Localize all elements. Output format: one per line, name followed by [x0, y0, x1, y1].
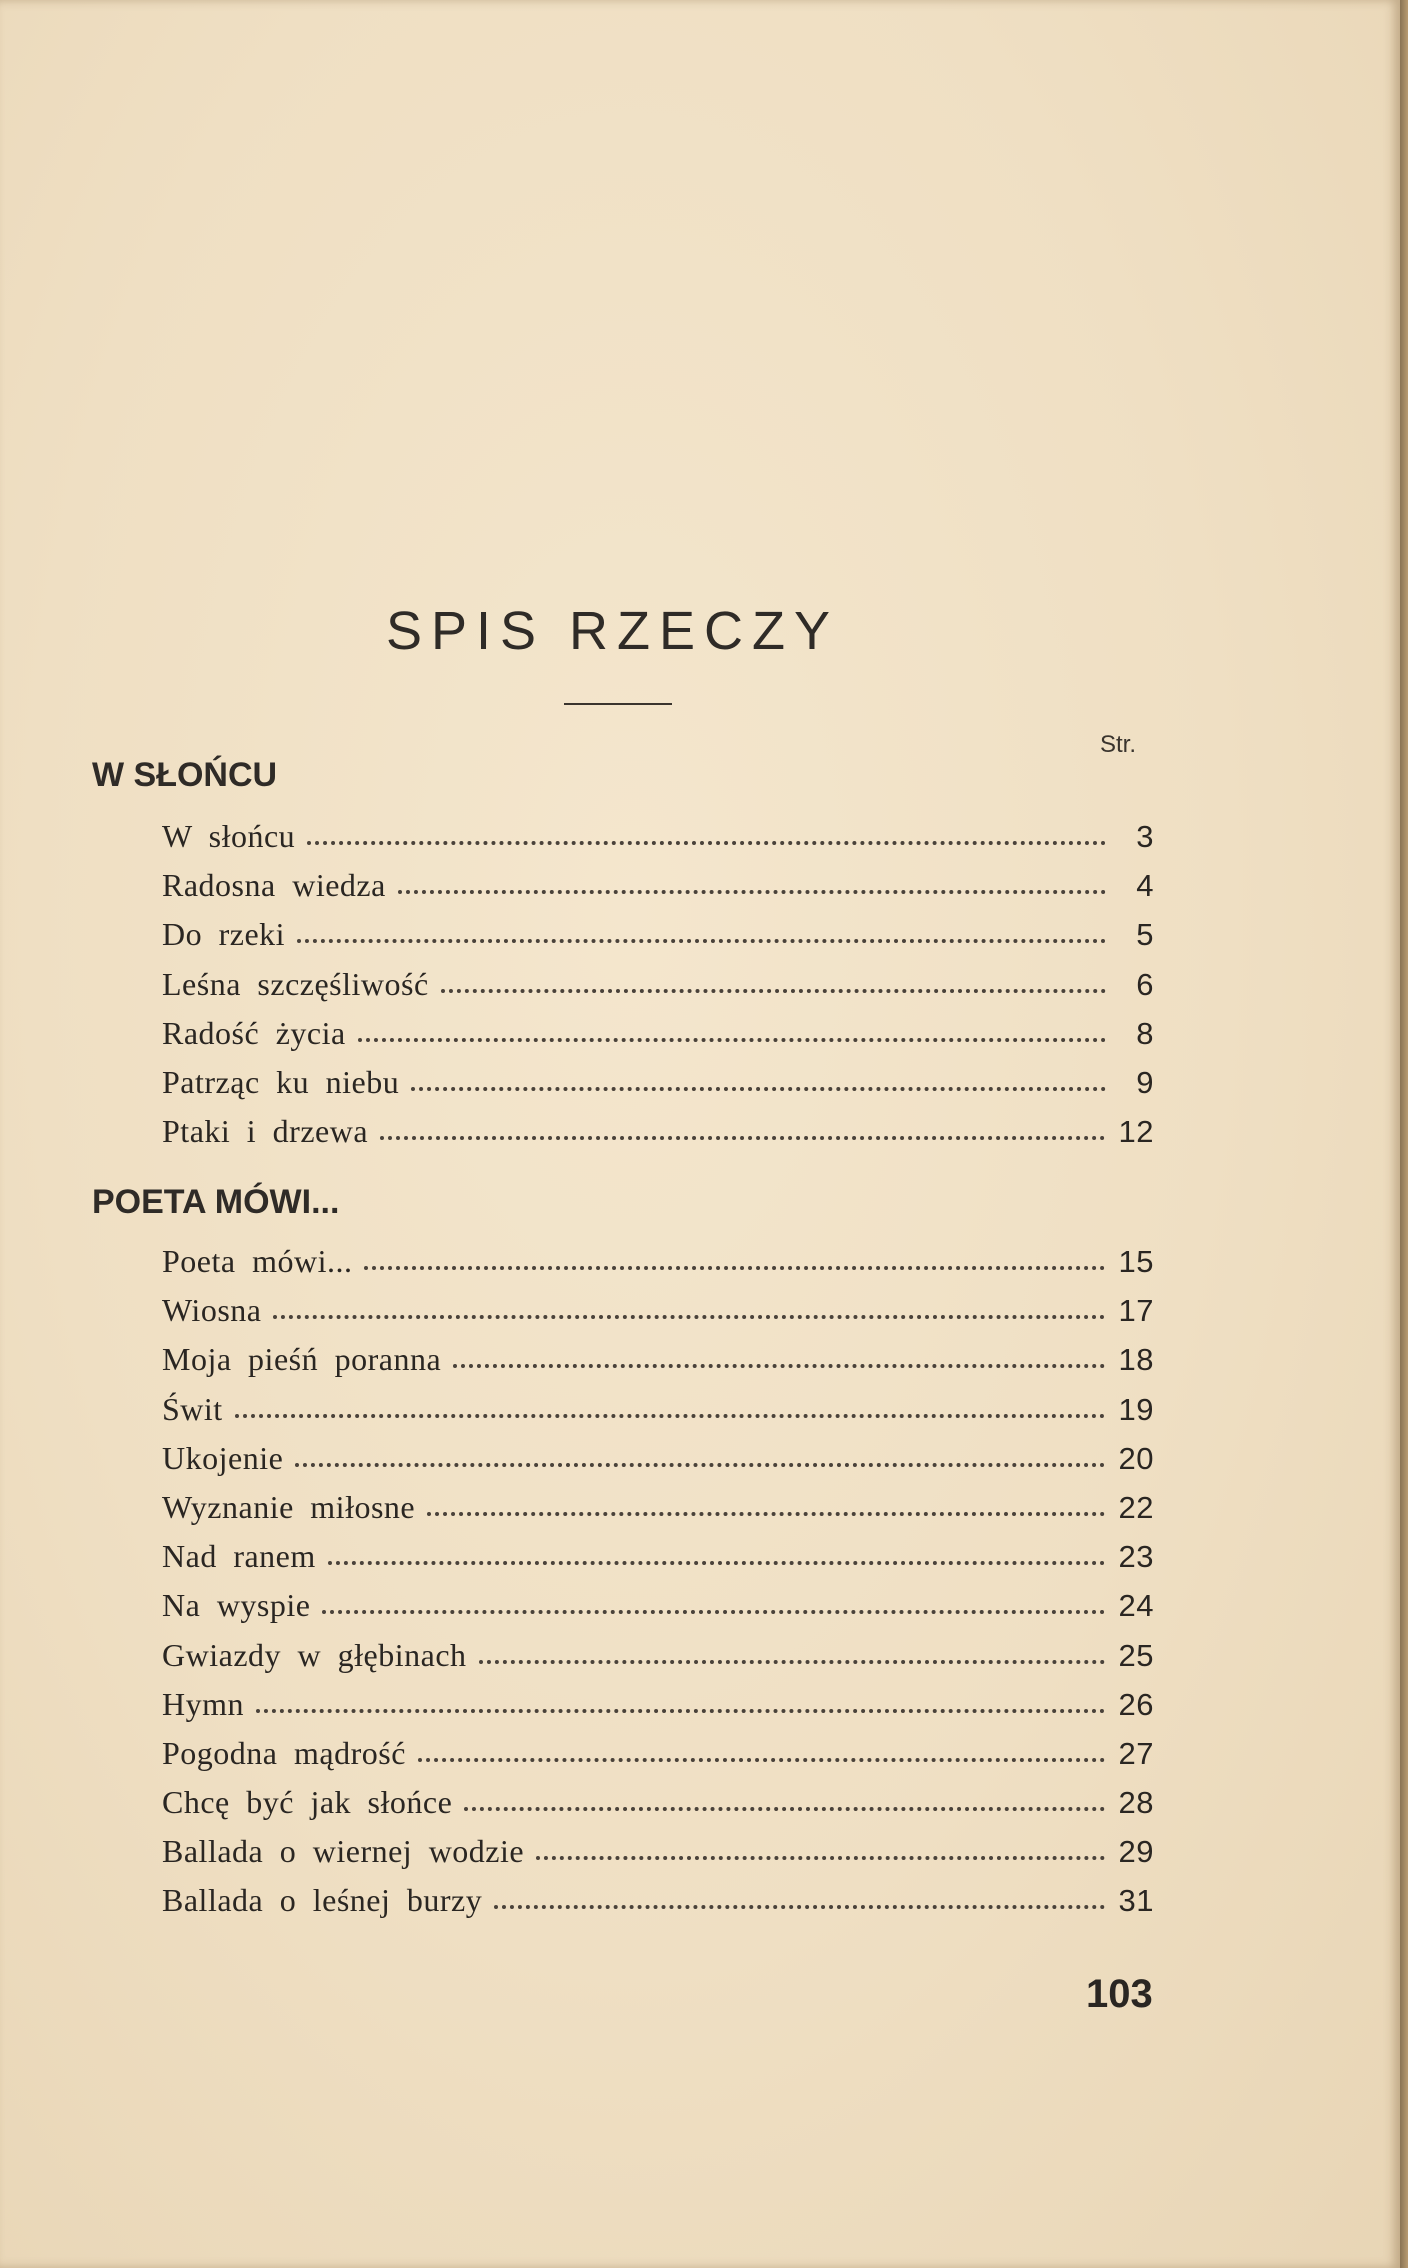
entry-page-number: 17 [1118, 1293, 1154, 1329]
entry-title: Świt [162, 1390, 223, 1427]
entry-title: W słońcu [162, 818, 296, 854]
toc-list-w-sloncu [162, 818, 1154, 1162]
entry-page-number: 24 [1118, 1588, 1154, 1624]
dot-leader [398, 886, 1106, 894]
entry-title: Ballada o wiernej wodzie [162, 1833, 525, 1870]
toc-entry[interactable] [162, 1833, 1154, 1882]
entry-page-number: 4 [1136, 868, 1154, 904]
entry-page-number: 29 [1118, 1834, 1154, 1870]
toc-entry[interactable] [162, 1292, 1154, 1341]
dot-leader [328, 1557, 1105, 1565]
dot-leader [380, 1132, 1104, 1140]
toc-entry[interactable] [162, 1341, 1154, 1390]
toc-entry[interactable] [162, 966, 1154, 1015]
entry-page-number: 9 [1136, 1064, 1154, 1100]
entry-page-number: 8 [1136, 1015, 1154, 1051]
dot-leader [322, 1606, 1104, 1614]
entry-page-number: 31 [1118, 1883, 1154, 1919]
dot-leader [441, 985, 1106, 993]
toc-entry[interactable] [162, 1637, 1154, 1686]
entry-title: Wiosna [162, 1292, 262, 1329]
toc-entry[interactable] [162, 1489, 1154, 1538]
dot-leader [273, 1311, 1104, 1319]
title-divider [564, 703, 672, 705]
toc-entry[interactable] [162, 1064, 1154, 1113]
dot-leader [307, 837, 1106, 845]
entry-page-number: 15 [1118, 1244, 1154, 1279]
entry-title: Do rzeki [162, 916, 286, 953]
dot-leader [256, 1705, 1105, 1713]
page-column-label: Str. [1100, 731, 1137, 758]
dot-leader [479, 1656, 1105, 1664]
dot-leader [411, 1083, 1106, 1091]
entry-page-number: 22 [1118, 1489, 1154, 1525]
dot-leader [235, 1410, 1105, 1418]
entry-title: Poeta mówi... [162, 1243, 353, 1279]
toc-entry[interactable] [162, 916, 1154, 965]
toc-entry[interactable] [162, 818, 1154, 867]
entry-page-number: 6 [1136, 966, 1154, 1002]
dot-leader [453, 1360, 1104, 1368]
entry-title: Leśna szczęśliwość [162, 965, 429, 1002]
dot-leader [464, 1803, 1104, 1811]
toc-entry[interactable] [162, 1243, 1154, 1292]
dot-leader [297, 935, 1106, 943]
entry-title: Ptaki i drzewa [162, 1113, 369, 1150]
dot-leader [358, 1034, 1106, 1042]
entry-title: Gwiazdy w głębinach [162, 1636, 467, 1673]
toc-entry[interactable] [162, 867, 1154, 916]
section-heading-w-sloncu: W SŁOŃCU [92, 756, 278, 794]
toc-entry[interactable] [162, 1113, 1154, 1162]
entry-page-number: 26 [1118, 1686, 1154, 1722]
toc-entry[interactable] [162, 1538, 1154, 1587]
entry-title: Hymn [162, 1685, 244, 1722]
toc-entry[interactable] [162, 1587, 1154, 1636]
page-number: 103 [1086, 1972, 1153, 2016]
toc-entry[interactable] [162, 1784, 1154, 1833]
entry-title: Na wyspie [162, 1587, 311, 1624]
dot-leader [418, 1754, 1105, 1762]
section-heading-poeta-mowi: POETA MÓWI... [92, 1183, 340, 1221]
toc-entry[interactable] [162, 1686, 1154, 1735]
entry-page-number: 25 [1118, 1637, 1154, 1673]
entry-title: Nad ranem [162, 1538, 316, 1575]
toc-entry[interactable] [162, 1735, 1154, 1784]
toc-entry[interactable] [162, 1391, 1154, 1440]
entry-page-number: 5 [1136, 917, 1154, 953]
toc-entry[interactable] [162, 1440, 1154, 1489]
entry-title: Pogodna mądrość [162, 1734, 406, 1771]
entry-title: Chcę być jak słońce [162, 1784, 453, 1821]
toc-entry[interactable] [162, 1015, 1154, 1064]
entry-page-number: 18 [1118, 1342, 1154, 1378]
entry-title: Ukojenie [162, 1439, 284, 1476]
entry-title: Radość życia [162, 1014, 346, 1051]
entry-title: Radosna wiedza [162, 867, 386, 904]
toc-entry[interactable] [162, 1882, 1154, 1931]
page-title: SPIS RZECZY [386, 601, 840, 661]
dot-leader [295, 1459, 1104, 1467]
dot-leader [364, 1262, 1104, 1270]
entry-page-number: 19 [1118, 1391, 1154, 1427]
dot-leader [494, 1901, 1104, 1909]
entry-page-number: 27 [1118, 1735, 1154, 1771]
dot-leader [536, 1852, 1104, 1860]
entry-title: Ballada o leśnej burzy [162, 1882, 483, 1919]
entry-page-number: 28 [1118, 1785, 1154, 1821]
dot-leader [427, 1508, 1104, 1516]
toc-list-poeta-mowi [162, 1243, 1154, 1932]
entry-page-number: 20 [1118, 1440, 1154, 1476]
entry-title: Moja pieśń poranna [162, 1341, 442, 1378]
entry-page-number: 12 [1118, 1114, 1154, 1150]
entry-title: Wyznanie miłosne [162, 1488, 416, 1525]
entry-page-number: 23 [1118, 1539, 1154, 1575]
entry-title: Patrząc ku niebu [162, 1063, 400, 1100]
entry-page-number: 3 [1136, 819, 1154, 854]
